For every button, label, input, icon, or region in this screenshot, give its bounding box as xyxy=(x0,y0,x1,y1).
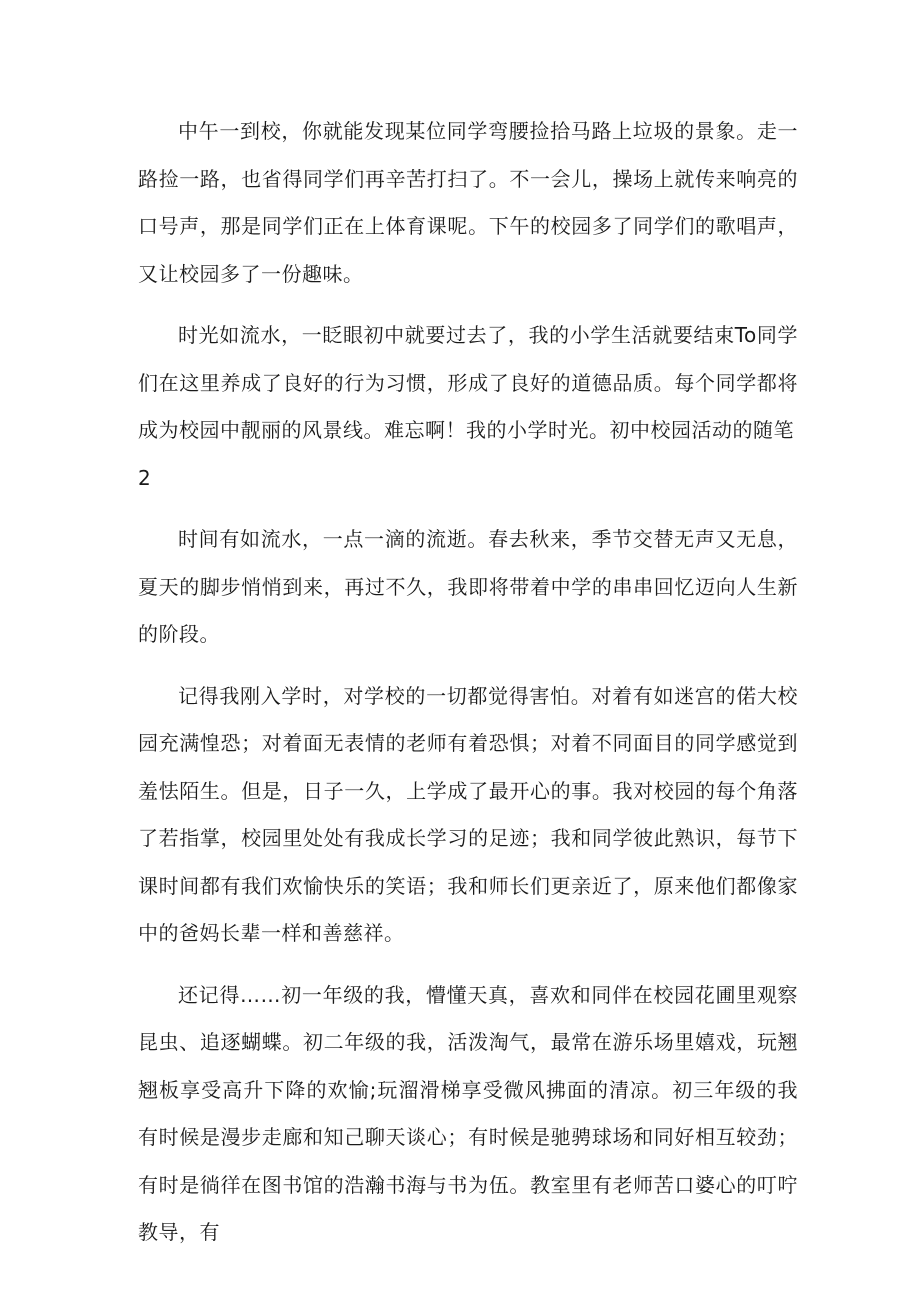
paragraph-2: 时光如流水，一眨眼初中就要过去了，我的小学生活就要结束To同学们在这里养成了良好的行为习惯，形成了良好的道德品质。每个同学都将成为校园中靓丽的风景线。难忘啊！我的小学时光。初中校园活动的随笔 xyxy=(138,323,798,442)
paragraph-1: 中午一到校，你就能发现某位同学弯腰捡拾马路上垃圾的景象。走一路捡一路，也省得同学们再辛苦打扫了。不一会儿，操场上就传来响亮的口号声，那是同学们正在上体育课呢。下午的校园多了同学们的歌唱声，又让校园多了一份趣味。 xyxy=(138,119,798,286)
document-page xyxy=(138,108,798,1257)
section-number: 2 xyxy=(138,465,151,490)
paragraph-3: 时间有如流水，一点一滴的流逝。春去秋来，季节交替无声又无息，夏天的脚步悄悄到来，再过不久，我即将带着中学的串串回忆迈向人生新的阶段。 xyxy=(138,527,798,646)
paragraph-5: 还记得……初一年级的我，懵懂天真，喜欢和同伴在校园花圃里观察昆虫、追逐蝴蝶。初二年级的我，活泼淘气，最常在游乐场里嬉戏，玩翘翘板享受高升下降的欢愉;玩溜滑梯享受微风拂面的清凉。初三年级的我有时候是漫步走廊和知己聊天谈心；有时候是驰骋球场和同好相互较劲；有时是徜徉在图书馆的浩瀚书海与书为伍。教室里有老师苦口婆心的叮咛教导，有 xyxy=(138,982,798,1244)
paragraph-4: 记得我刚入学时，对学校的一切都觉得害怕。对着有如迷宫的偌大校园充满惶恐；对着面无表情的老师有着恐惧；对着不同面目的同学感觉到羞怯陌生。但是，日子一久，上学成了最开心的事。我对校园的每个角落了若指掌，校园里处处有我成长学习的足迹；我和同学彼此熟识，每节下课时间都有我们欢愉快乐的笑语；我和师长们更亲近了，原来他们都像家中的爸妈长辈一样和善慈祥。 xyxy=(138,683,798,945)
